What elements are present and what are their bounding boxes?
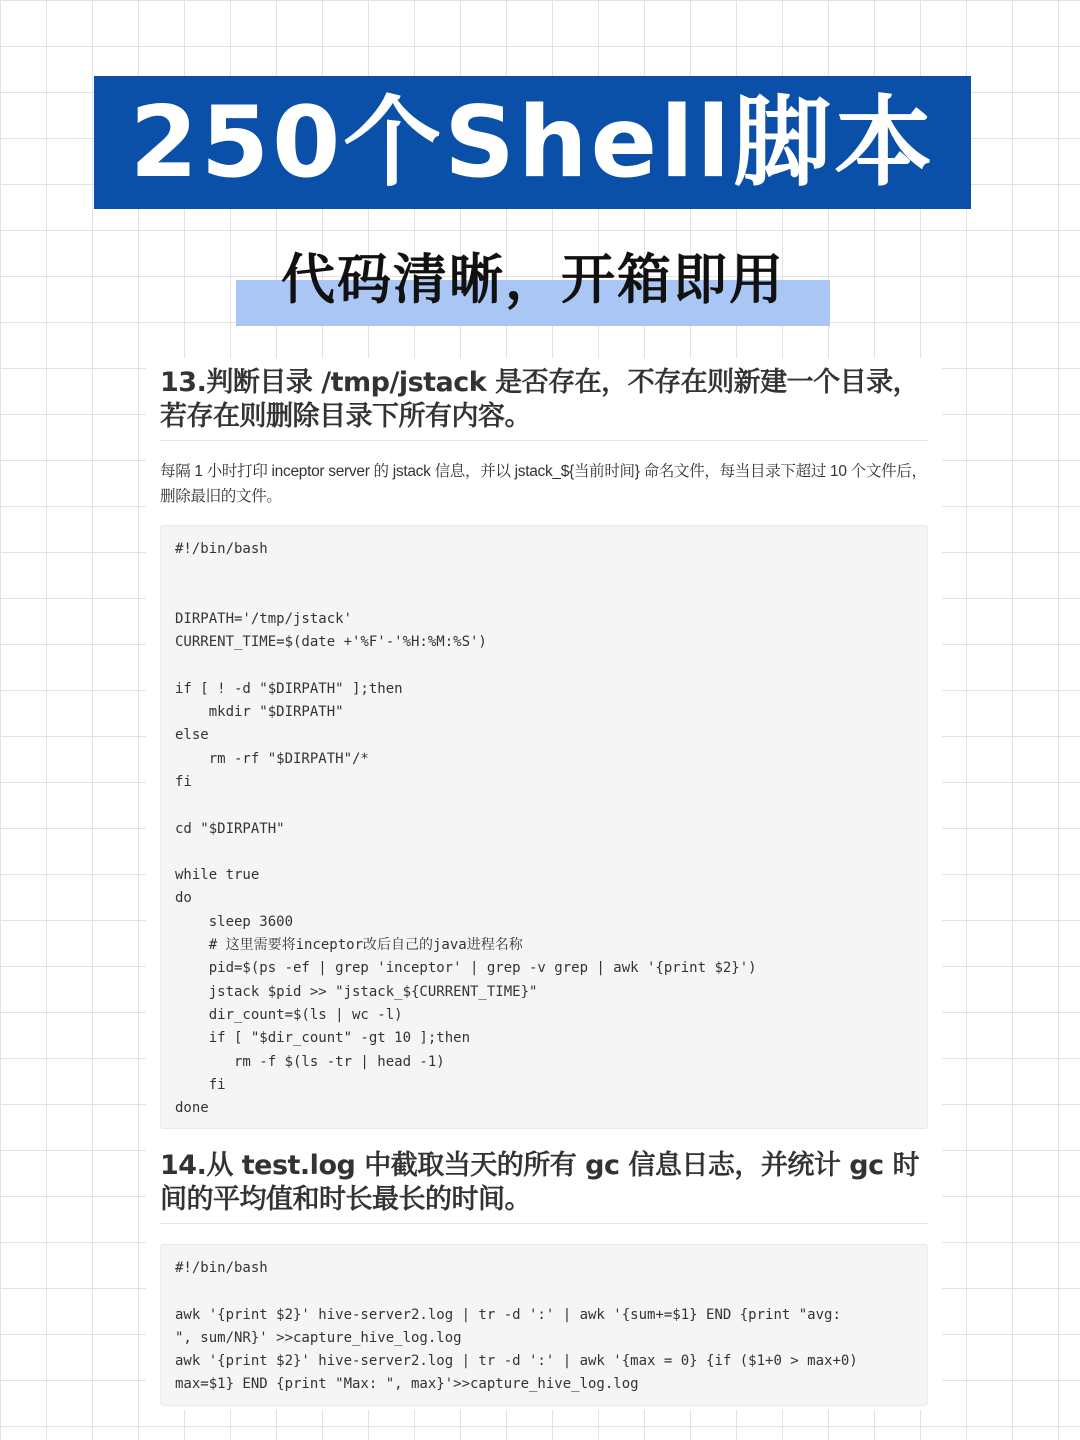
code-line: rm -f $(ls -tr | head -1) (175, 1053, 445, 1070)
section-14-code-block (160, 1244, 928, 1406)
code-line: DIRPATH='/tmp/jstack' (175, 610, 353, 627)
article-panel (146, 358, 942, 1410)
code-line: rm -rf "$DIRPATH"/* (175, 750, 369, 767)
code-line (175, 794, 913, 817)
section-14 (160, 1149, 928, 1406)
code-line: fi (175, 1076, 226, 1093)
subtitle-block (236, 244, 830, 326)
title-banner (94, 76, 971, 209)
code-line: max=$1} END {print "Max: ", max}'>>capture_hive_log.log (175, 1376, 639, 1393)
code-line: #!/bin/bash (175, 1260, 268, 1276)
banner-title: 250个Shell脚本 (129, 85, 936, 200)
code-line: # 这里需要将inceptor改后自己的java进程名称 (175, 937, 523, 954)
section-13-description: 每隔 1 小时打印 inceptor server 的 jstack 信息，并以 jstack_${当前时间} 命名文件，每当目录下超过 10 个文件后，删除最旧的文件。 (160, 463, 927, 505)
code-line: mkdir "$DIRPATH" (175, 704, 344, 721)
code-line: awk '{print $2}' hive-server2.log | tr -d ':' | awk '{sum+=$1} END {print "avg: (175, 1306, 841, 1323)
subtitle: 代码清晰，开箱即用 (281, 248, 785, 311)
code-line: cd "$DIRPATH" (175, 820, 285, 837)
code-line: if [ ! -d "$DIRPATH" ];then (175, 680, 403, 697)
section-14-title: 14.从 test.log 中截取当天的所有 gc 信息日志，并统计 gc 时间的平均值和时长最长的时间。 (160, 1149, 928, 1224)
section-13-code-block (160, 525, 928, 1129)
code-line: done (175, 1100, 209, 1117)
code-line: do (175, 890, 192, 907)
code-line: while true (175, 867, 260, 884)
code-line: pid=$(ps -ef | grep 'inceptor' | grep -v grep | awk '{print $2}') (175, 960, 757, 977)
code-line: else (175, 727, 209, 744)
code-line (175, 561, 913, 584)
code-line (175, 841, 913, 864)
code-line: if [ "$dir_count" -gt 10 ];then (175, 1030, 471, 1047)
code-line (175, 654, 913, 677)
code-line: ", sum/NR}' >>capture_hive_log.log (175, 1329, 462, 1346)
code-line: fi (175, 773, 192, 790)
code-line: CURRENT_TIME=$(date +'%F'-'%H:%M:%S') (175, 634, 487, 651)
code-line: jstack $pid >> "jstack_${CURRENT_TIME}" (175, 983, 538, 1000)
code-line: dir_count=$(ls | wc -l) (175, 1006, 403, 1023)
code-line (175, 585, 913, 608)
code-line (175, 1280, 913, 1303)
section-13-title: 13.判断目录 /tmp/jstack 是否存在，不存在则新建一个目录，若存在则删除目录下所有内容。 (160, 366, 928, 441)
code-line: sleep 3600 (175, 913, 294, 930)
code-line: #!/bin/bash (175, 541, 268, 557)
section-13 (160, 366, 928, 1129)
code-line: awk '{print $2}' hive-server2.log | tr -d ':' | awk '{max = 0} {if ($1+0 > max+0) (175, 1353, 858, 1370)
